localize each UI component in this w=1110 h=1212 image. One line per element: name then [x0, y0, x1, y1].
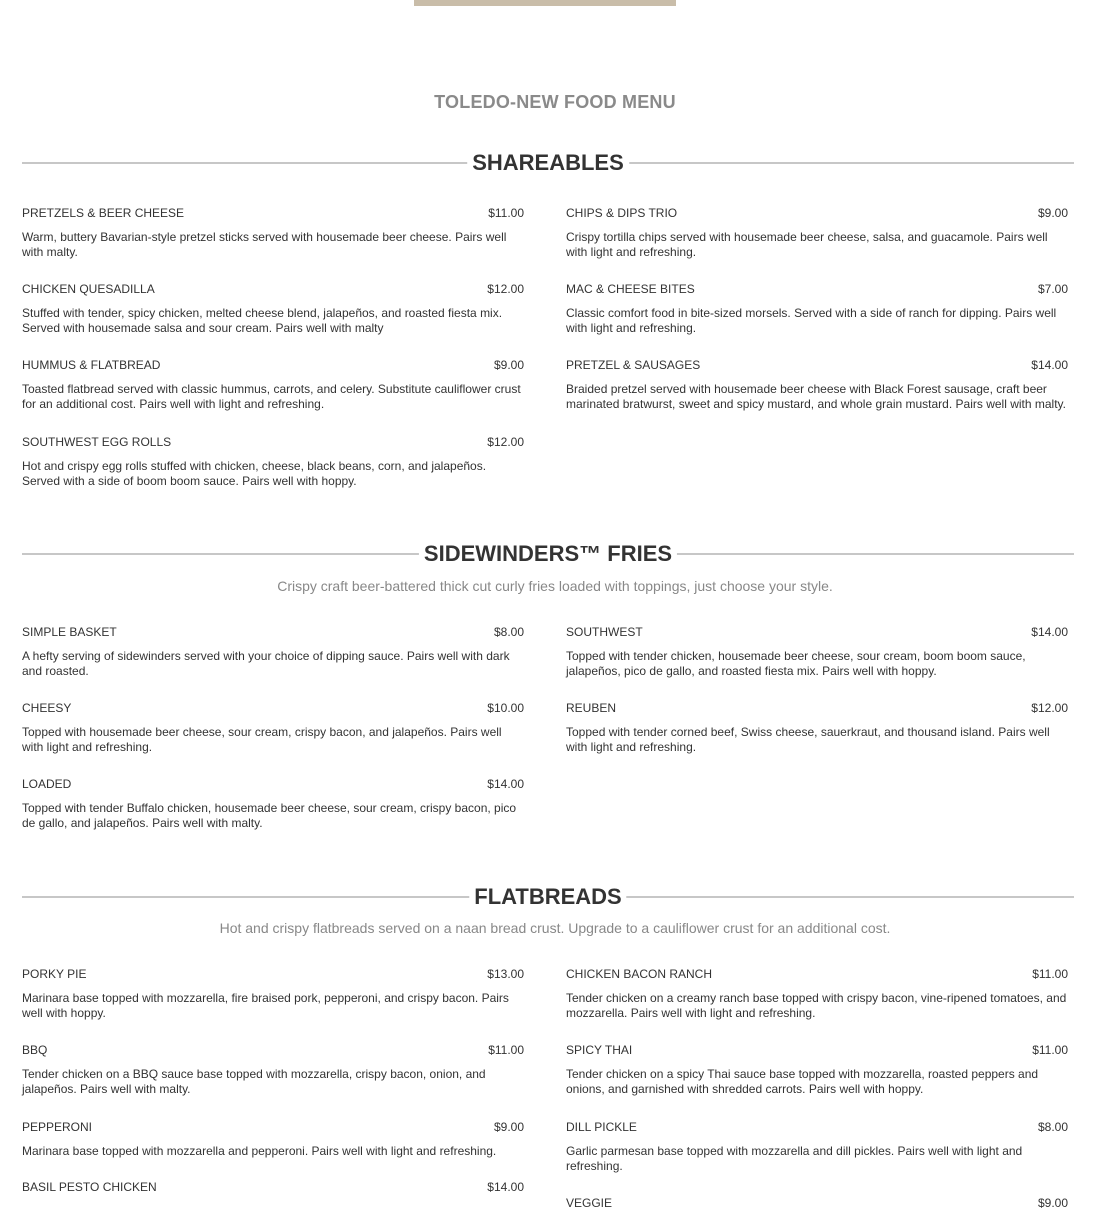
item-price: $12.00: [487, 282, 524, 296]
item-description: Classic comfort food in bite-sized morsels. Served with a side of ranch for dipping. Pairs well with light and refreshing.: [566, 306, 1057, 335]
item-price: $8.00: [493, 625, 524, 639]
item-description: Tender chicken on a spicy Thai sauce base topped with mozzarella, roasted peppers and onions, and garnished with shredded carrots. Pairs well with hoppy.: [566, 1067, 1039, 1096]
section-title: FLATBREADS: [469, 884, 626, 910]
item-price: $12.00: [487, 435, 524, 449]
section-subtitle: Crispy craft beer-battered thick cut curly fries loaded with toppings, just choose your style.: [277, 578, 833, 594]
item-name: VEGGIE: [566, 1196, 613, 1210]
item-description: Tender chicken on a BBQ sauce base topped with mozzarella, crispy bacon, onion, and jalapeños. Pairs well with malty.: [22, 1067, 486, 1096]
menu-item: [566, 1196, 1068, 1212]
item-description: Topped with tender Buffalo chicken, housemade beer cheese, sour cream, crispy bacon, pico de gallo, and jalapeños. Pairs well with malty.: [22, 801, 517, 830]
item-price: $9.00: [493, 358, 524, 372]
item-name: CHEESY: [22, 701, 72, 715]
section-title: SIDEWINDERS™ FRIES: [419, 541, 677, 567]
section-title: SHAREABLES: [467, 150, 629, 176]
item-price: $10.00: [487, 701, 524, 715]
menu-item: [22, 358, 524, 412]
item-description: Marinara base topped with mozzarella, fire braised pork, pepperoni, and crispy bacon. Pairs well with hoppy.: [22, 991, 509, 1020]
section-subtitle: Hot and crispy flatbreads served on a naan bread crust. Upgrade to a cauliflower crust for an additional cost.: [219, 920, 891, 936]
item-description: Warm, buttery Bavarian-style pretzel sticks served with housemade beer cheese. Pairs well with malty.: [22, 230, 507, 259]
item-price: $8.00: [1037, 1120, 1068, 1134]
menu-item: [566, 282, 1068, 336]
item-description: A hefty serving of sidewinders served with your choice of dipping sauce. Pairs well with dark and roasted.: [22, 649, 510, 678]
item-name: CHICKEN BACON RANCH: [566, 967, 713, 981]
item-price: $9.00: [1037, 206, 1068, 220]
section-header-shareables: [22, 150, 1074, 176]
menu-item: [22, 777, 524, 831]
item-price: $7.00: [1037, 282, 1068, 296]
item-name: BASIL PESTO CHICKEN: [22, 1180, 157, 1194]
menu-item: [566, 1120, 1068, 1174]
menu-item: [22, 206, 524, 260]
item-price: $13.00: [487, 967, 524, 981]
menu-item: [22, 282, 524, 336]
item-name: SOUTHWEST EGG ROLLS: [22, 435, 172, 449]
item-description: Garlic parmesan base topped with mozzarella and dill pickles. Pairs well with light and refreshing.: [566, 1144, 1023, 1173]
item-name: PORKY PIE: [22, 967, 87, 981]
menu-item: [22, 625, 524, 679]
item-price: $14.00: [487, 1180, 524, 1194]
menu-item: [566, 1043, 1068, 1097]
menu-item: [22, 1180, 524, 1196]
item-description: Topped with tender chicken, housemade beer cheese, sour cream, boom boom sauce, jalapeños, pico de gallo, and roasted fiesta mix. Pairs well with hoppy.: [566, 649, 1026, 678]
item-description: Hot and crispy egg rolls stuffed with chicken, cheese, black beans, corn, and jalapeños. Served with a side of boom boom sauce. Pairs well with hoppy.: [22, 459, 487, 488]
menu-item: [566, 625, 1068, 679]
menu-item: [22, 435, 524, 489]
item-description: Marinara base topped with mozzarella and pepperoni. Pairs well with light and refreshing.: [22, 1144, 497, 1158]
menu-item: [22, 701, 524, 755]
item-description: Topped with housemade beer cheese, sour cream, crispy bacon, and jalapeños. Pairs well with light and refreshing.: [22, 725, 502, 754]
menu-item: [566, 206, 1068, 260]
top-tab-bar: [414, 0, 676, 6]
item-description: Braided pretzel served with housemade beer cheese with Black Forest sausage, craft beer marinated bratwurst, sweet and spicy mustard, and whole grain mustard. Pairs well with malty.: [566, 382, 1066, 411]
item-price: $11.00: [1032, 1043, 1068, 1057]
item-name: SPICY THAI: [566, 1043, 633, 1057]
item-name: BBQ: [22, 1043, 48, 1057]
item-name: SOUTHWEST: [566, 625, 643, 639]
item-name: PRETZELS & BEER CHEESE: [22, 206, 185, 220]
item-name: REUBEN: [566, 701, 617, 715]
menu-item: [566, 701, 1068, 755]
item-name: HUMMUS & FLATBREAD: [22, 358, 161, 372]
item-price: $12.00: [1031, 701, 1068, 715]
section-header-flatbreads: [22, 884, 1074, 910]
item-name: CHIPS & DIPS TRIO: [566, 206, 678, 220]
item-price: $11.00: [488, 1043, 524, 1057]
menu-item: [566, 967, 1068, 1021]
menu-item: [566, 358, 1068, 412]
item-description: Toasted flatbread served with classic hummus, carrots, and celery. Substitute cauliflower crust for an additional cost. Pairs well with light and refreshing.: [22, 382, 521, 411]
item-name: SIMPLE BASKET: [22, 625, 117, 639]
menu-item: [22, 967, 524, 1021]
item-price: $14.00: [487, 777, 524, 791]
item-price: $14.00: [1031, 625, 1068, 639]
item-name: LOADED: [22, 777, 72, 791]
item-price: $11.00: [1032, 967, 1068, 981]
item-name: CHICKEN QUESADILLA: [22, 282, 155, 296]
item-name: PRETZEL & SAUSAGES: [566, 358, 701, 372]
item-price: $14.00: [1031, 358, 1068, 372]
item-price: $11.00: [488, 206, 524, 220]
menu-item: [22, 1120, 524, 1159]
item-price: $9.00: [1037, 1196, 1068, 1210]
item-description: Topped with tender corned beef, Swiss cheese, sauerkraut, and thousand island. Pairs well with light and refreshing.: [566, 725, 1050, 754]
item-description: Tender chicken on a creamy ranch base topped with crispy bacon, vine-ripened tomatoes, and mozzarella. Pairs well with light and refreshing.: [566, 991, 1067, 1020]
menu-item: [22, 1043, 524, 1097]
item-description: Crispy tortilla chips served with housemade beer cheese, salsa, and guacamole. Pairs well with light and refreshing.: [566, 230, 1048, 259]
item-name: PEPPERONI: [22, 1120, 93, 1134]
item-description: Stuffed with tender, spicy chicken, melted cheese blend, jalapeños, and roasted fiesta mix. Served with housemade salsa and sour cream. Pairs well with malty: [22, 306, 503, 335]
item-name: DILL PICKLE: [566, 1120, 637, 1134]
item-name: MAC & CHEESE BITES: [566, 282, 695, 296]
item-price: $9.00: [493, 1120, 524, 1134]
section-header-sidewinders-fries: [22, 541, 1074, 567]
page-title: TOLEDO-NEW FOOD MENU: [434, 92, 676, 112]
